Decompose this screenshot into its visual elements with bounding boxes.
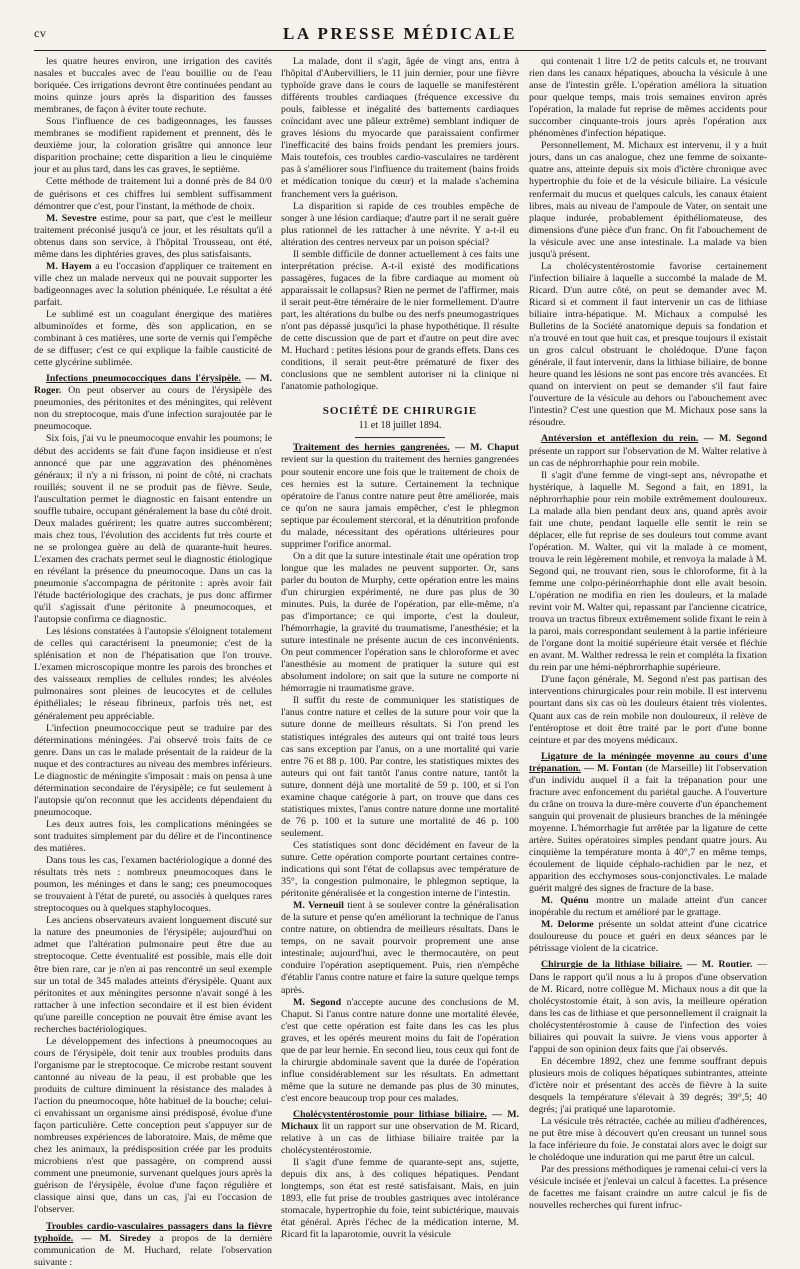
paragraph: les quatre heures environ, une irrigation des cavités nasales et buccales avec de l'eau bouillie ou de l'eau boriquée. Ces irrigations devront être continuées pendant au moins quinze jours après la disparition des fausses membranes, de façon à éviter toute rechute. [34, 56, 272, 116]
paragraph: Cette méthode de traitement lui a donné près de 84 0/0 de guérisons et ces chiffres lui semblent suffisamment démontrer que c'est, pour l'instant, la méthode de choix. [34, 176, 272, 212]
rubric-title: Chirurgie de la lithiase biliaire. [541, 959, 683, 971]
paragraph: La vésicule très rétractée, cachée au milieu d'adhérences, ne put être mise à découvert qu'en creusant un tunnel sous la face inférieure du foie. Je constatai alors avec le doigt sur le cholédoque une induration qui me parut être un calcul. [529, 1116, 767, 1164]
paragraph: Par des pressions méthodiques je ramenai celui-ci vers la vésicule incisée et j'enlevai un calcul à facettes. La présence de facettes me faisant craindre un autre calcul je fis de nouvelles recherches qui furent infruc- [529, 1164, 767, 1212]
paragraph [34, 261, 272, 309]
speaker-name: — M. Roger. [34, 373, 272, 397]
rubric-title: Traitement des hernies gangrenées. [293, 442, 450, 454]
running-title: LA PRESSE MÉDICALE [283, 24, 517, 43]
rubric-paragraph [529, 433, 767, 469]
page-header [34, 26, 766, 48]
paragraph-text: présente un soldat atteint d'une cicatrice douloureuse du pouce et guéri en deux séances par le pétrissage violent de la cicatrice. [529, 919, 768, 955]
rubric-title: Cholécystentérostomie pour lithiase biliaire. [293, 1108, 487, 1120]
paragraph-text: On peut observer au cours de l'érysipèle des pneumonies, des péritonites et des méningites, qui relèvent non du streptocoque, mais d'une infection surajoutée par le pneumocoque. [34, 385, 272, 433]
paragraph: Six fois, j'ai vu le pneumocoque envahir les poumons; le début des accidents se fait d'une façon insidieuse et n'est annoncé que par une aggravation des phénomènes généraux; il n'y a ni frisson, ni point de côté, ni crachats rouillés; souvent il ne se produit pas de fièvre. Seule, l'auscultation permet le diagnostic en faisant entendre un souffle tubaire, occupant généralement la base du côté droit. Deux malades guérirent; les quatre autres succombèrent; mais chez tous, l'évolution des accidents fut très courte et ne se prolongea guère au delà de quarante-huit heures. L'examen des crachats permet seul le diagnostic étiologique en révélant la présence du pneumocoque. Dans un cas la pneumonie s'accompagna de péritonite : après avoir fait l'étude bactériologique des crachats, je pus donc affirmer qu'il s'agissait d'une péritonite à pneumocoques, et l'autopsie confirma ce diagnostic. [34, 433, 272, 626]
rubric-title: Ligature de la méningée moyenne au cours d'une trépanation. [529, 750, 767, 774]
paragraph: La disparition si rapide de ces troubles empêche de songer à une lésion cardiaque; d'autre part il ne serait guère plus rationnel de les rattacher à une névrite. Y a-t-il eu altération des centres nerveux par un poison spécial? [281, 200, 519, 248]
rubric-title: Infections pneumococciques dans l'érysipèle. [46, 373, 241, 385]
paragraph: qui contenait 1 litre 1/2 de petits calculs et, ne trouvant rien dans les canaux hépatiques, aboucha la vésicule à une anse de l'intestin grêle. L'opération améliora la situation pour quelque temps, mais trois semaines environ après l'opération, la malade fut reprise de mêmes accidents pour succomber cinquante-trois jours après l'opération aux phénomènes d'infection hépatique. [529, 56, 767, 140]
paragraph: Les deux autres fois, les complications méningées se sont traduites simplement par du délire et de l'incontinence des matières. [34, 818, 272, 855]
column-3 [529, 56, 768, 1212]
paragraph: Le sublimé est un coagulant énergique des matières albuminoïdes et forme, dès son application, en se combinant à ces matières, une sorte de vernis qui l'empêche de se diffuser; c'est ce qui explique la faible causticité de cette glycérine sublimée. [34, 308, 272, 369]
speaker-name: M. Hayem [46, 260, 92, 272]
paragraph: En décembre 1892, chez une femme souffrant depuis plusieurs mois de coliques hépatiques subintrantes, atteinte d'ictère noir et présentant des accès de fièvre à la suite desquels la température s'élevait à 39 degrés; 39°,5; 40 degrés; j'ai pratiqué une laparotomie. [529, 1055, 767, 1116]
section-title: SOCIÉTÉ DE CHIRURGIE [322, 405, 478, 418]
paragraph: Ces statistiques sont donc décidément en faveur de la suture. Cette opération comporte pourtant certaines contre-indications qui sont l'état de collapsus avec température de 35°, la congestion pulmonaire, le phlegmon septique, la péritonite généralisée et la congestion interne de l'intestin. [281, 839, 519, 900]
paragraph [529, 919, 767, 955]
paragraph-text: (de Marseille) lit l'observation d'un individu auquel il a fait la trépanation pour une fracture avec enfoncement du pariétal gauche. A l'ouverture du crâne on trouva la dure-mère couverte d'un épanchement sanguin qui provenait de plusieurs branches de la méningée moyenne. L'hémorrhagie fut arrêtée par la ligature de cette artère. Suites opératoires simples pendant quatre jours. Au cinquième la température monta à 40°,7 en même temps, écoulement de liquide céphalo-rachidien par le nez, et apparition des ecchymoses sous-conjonctivales. Le malade guérit malgré des signes de fracture de la base. [529, 762, 768, 895]
rubric-title: Troubles cardio-vasculaires passagers dans la fièvre typhoïde. [34, 1220, 272, 1244]
section-date: 11 et 18 juillet 1894. [358, 420, 442, 432]
paragraph-text: a propos de la dernière communication de M. Huchard, relate l'observation suivante : [34, 1232, 272, 1268]
speaker-name: M. Sevestre [46, 212, 97, 224]
column-1 [34, 56, 272, 1268]
paragraph [281, 997, 519, 1105]
speaker-name: — M. Michaux [281, 1108, 520, 1133]
paragraph-text: revient sur la question du traitement des hernies gangrenées pour soutenir encore une fois que le traitement de choix de ces hernies est la suture. Certainement la technique opératoire de l'anus contre nature peut être améliorée, mais ce qu'on ne saura jamais empêcher, c'est le phlegmon septique par écoulement stercoral, et la dénutrition profonde du malade, nécessitant des opérations ultérieures pour supprimer l'orifice anormal. [281, 454, 520, 550]
paragraph: Il suffit du reste de communiquer les statistiques de l'anus contre nature et celles de la suture pour voir que la suture donne de meilleurs résultats. Si l'on prend les statistiques intégrales des auteurs qui ont traité tous leurs cas sans exception par l'anus, on a une mortalité qui varie entre 76 et 88 p. 100. Par contre, les statistiques mixtes des auteurs qui ont fait tantôt l'anus contre nature, tantôt la suture, donnent déjà une mortalité de 59 p. 100, et si l'on examine chaque catégorie à part, on trouve que dans ces statistiques mixtes, l'anus contre nature donne une mortalité de 76 p. 100 et la suture une mortalité de 46 p. 100 seulement. [281, 695, 519, 839]
speaker-name: M. Segond [293, 996, 342, 1008]
paragraph [34, 213, 272, 261]
speaker-name: M. Quénu [541, 895, 589, 907]
rubric-title: Antéversion et antéflexion du rein. [541, 433, 699, 445]
paragraph: La cholécystentérostomie favorise certainement l'infection biliaire à laquelle a succombé la malade de M. Ricard. D'un autre côté, on peut se demander avec M. Ricard si et comment il faut intervenir un cas de lithiase biliaire intra-hépatique. M. Michaux a compulsé les Bulletins de la Société anatomique depuis sa fondation et n'a trouvé en tout que huit cas, et presque toujours il existait un gros calcul obstruant le cholédoque. D'une façon générale, il faut intervenir, dans la lithiase biliaire, de bonne heure quand les lésions ne sont pas encore très avancées. Et quand on intervient on peut se demander s'il faut faire l'ouverture de la vésicule au dehors ou l'abouchement avec l'intestin? C'est une question que M. Michaux pose sans la résoudre. [529, 260, 767, 429]
speaker-name: M. Delorme [541, 919, 594, 931]
rubric-paragraph [529, 751, 767, 896]
paragraph: Il semble difficile de donner actuellement à ces faits une interprétation précise. A-t-il existé des modifications passagères, fugaces de la fibre cardiaque au moment où apparaissait le collapsus? Rien ne permet de l'affirmer, mais il serait peut-être téméraire de le nier formellement. D'autre part, les altérations du bulbe ou des nerfs pneumogastriques n'ont pas dépassé jusqu'ici la phase hypothétique. Il résulte de cette discussion que de part et d'autre on peut dire avec M. Huchard : petites lésions pour de grands effets. Dans ces conditions, il serait peut-être prématuré de fixer des conclusions que ne semblent autoriser ni la clinique ni l'anatomie pathologique. [281, 248, 519, 393]
paragraph-text: tient à se soulever contre la généralisation de la suture et pense qu'en améliorant la technique de l'anus contre nature, on obtiendra de meilleurs résultats. Dans le temps, on ne savait pourvoir proprement une anse intestinale; aujourd'hui, avec le thermocautère, on peut conduire l'opération aseptiquement. Puis, rien n'empêche d'établir l'anus contre nature et faire la suture quelque temps après. [281, 900, 519, 996]
page-folio: cv [34, 26, 47, 40]
paragraph [529, 895, 767, 919]
paragraph: Les lésions constatées à l'autopsie s'éloignent totalement de celles qui caractérisent la pneumonie; c'est de la splénisation et non de l'hépatisation que l'on trouve. L'examen microscopique montre les parois des bronches et des vaisseaux remplies de cellules rondes; les alvéoles pulmonaires sont pleines de leucocytes et de cellules épithéliales; le réseau fibrineux, parfois très net, est généralement peu appréciable. [34, 626, 272, 722]
paragraph: La malade, dont il s'agit, âgée de vingt ans, entra à l'hôpital d'Aubervilliers, le 11 juin dernier, pour une fièvre typhoïde grave dans le cours de laquelle se manifestèrent différents troubles cardiaques (fréquence excessive du pouls, faiblesse et inégalité des battements cardiaques coïncidant avec une pâleur extrême) semblant indiquer de graves lésions du myocarde que paraissaient confirmer l'inefficacité des bains froids pendant les premiers jours. Mais toutefois, ces troubles cardio-vasculaires ne tardèrent pas à s'améliorer sous l'influence du traitement (bains froids et médication tonique du cœur) et la malade s'achemina franchement vers la guérison. [281, 56, 519, 200]
paragraph-text: — Dans le rapport qu'il nous a lu à propos d'une observation de M. Ricard, notre collègue M. Michaux nous a dit que la cholécystostomie était, à son avis, la meilleure opération dans les cas de lithiase et que personnellement il craignait la cholécystentérostomie à cause de l'infection des voies biliaires qui pouvait la suivre. Je viens vous apporter à l'appui de son opinion deux faits que j'ai observés. [529, 959, 768, 1055]
rubric-paragraph [281, 442, 519, 550]
paragraph: Sous l'influence de ces badigeonnages, les fausses membranes se modifient rapidement et prennent, dès le deuxième jour, la coloration grisâtre qui annonce leur disparition prochaine; cette disparition a lieu le cinquième jour et au plus tard, dans les cas graves, le septième. [34, 116, 272, 176]
speaker-name: M. Verneuil [293, 900, 344, 912]
paragraph-text: estime, pour sa part, que c'est le meilleur traitement préconisé jusqu'à ce jour, et les résultats qu'il a obtenus dans son service, à l'hôpital Trousseau, ont été, même dans les diphtéries graves, des plus satisfaisants. [34, 212, 272, 260]
paragraph: Les anciens observateurs avaient longuement discuté sur la nature des pneumonies de l'érysipèle; aujourd'hui on admet que l'altération pulmonaire peut être due au streptocoque. Cette éventualité est possible, mais elle doit être bien rare, car je n'en ai pas rencontré un seul exemple sur un total de 345 malades atteints d'érysipèle. Quant aux péritonites et aux méningites personne n'avait songé à les rattacher à une infection secondaire et il est bien évident qu'une pareille conception ne pouvait être émise avant les recherches bactériologiques. [34, 915, 272, 1035]
paragraph: On a dit que la suture intestinale était une opération trop longue que les malades ne peuvent supporter. Or, sans parler du bouton de Murphy, cette opération entre les mains d'un chirurgien expérimenté, ne dure pas plus de 30 minutes. Puis, la durée de l'opération, par elle-même, n'a pas d'importance; ce qui importe, c'est la douleur, l'hémorrhagie, la gravité du traumatisme, l'anesthésie; et la suture intestinale ne présente aucun de ces inconvénients. On peut commencer l'opération sans le chloroforme et avec l'anesthésie au moment de pratiquer la suture qui est absolument indolore; on sait que la suture ne comporte ni hémorragie ni traumatisme grave. [281, 550, 519, 695]
speaker-name: — M. Siredey [81, 1232, 152, 1244]
speaker-name: — M. Chaput [454, 442, 520, 454]
section-rule [355, 437, 445, 438]
paragraph-text: n'accepte aucune des conclusions de M. Chaput. Si l'anus contre nature donne une mortalité élevée, c'est que cette opération est faite dans les cas les plus graves, et les opérés meurent moins du fait de l'opération que de par leur hernie. En second lieu, tous ceux qui font de la chirurgie abdominale savent que la durée de l'opération influe considérablement sur les résultats. En admettant même que la suture ne demande pas plus de 30 minutes, c'est encore beaucoup trop pour ces malades. [281, 996, 519, 1104]
rubric-paragraph [281, 1109, 519, 1157]
paragraph-text: présente un rapport sur l'observation de M. Walter relative à un cas de néphrorrhaphie pour rein mobile. [529, 445, 767, 469]
paragraph: Il s'agit d'une femme de quarante-sept ans, sujette, depuis dix ans, à des coliques hépatiques. Pendant longtemps, son état est resté satisfaisant. Mais, en juin 1893, elle fut prise de troubles gastriques avec intolérance stomacale, hypertrophie du foie, teint subictérique, mauvais état général. Après l'échec de la médication interne, M. Ricard fit la laparotomie, ouvrit la vésicule [281, 1157, 519, 1241]
speaker-name: — M. Routier. [687, 959, 753, 971]
paragraph: Personnellement, M. Michaux est intervenu, il y a huit jours, dans un cas analogue, chez une femme de soixante-quatre ans, atteinte depuis six mois d'ictère chronique avec hypertrophie du foie et de la vésicule biliaire. La vésicule renfermait du mucus et quelques calculs, les canaux étaient libres, mais au niveau de l'ampoule de Vater, on sentait une plaque indurée, probablement épithéliomateuse, des dimensions d'une pièce d'un franc. On fit l'abouchement de la vésicule avec une anse intestinale. La malade va bien jusqu'à présent. [529, 140, 767, 260]
paragraph: Dans tous les cas, l'examen bactériologique a donné des résultats très nets : nombreux pneumocoques dans le poumon, les méninges et dans le sang; ces pneumocoques se trouvaient à l'état de pureté, ou associés à quelques rares streptocoques ou à quelques staphylocoques. [34, 855, 272, 915]
rubric-paragraph [34, 1221, 272, 1269]
paragraph: Il s'agit d'une femme de vingt-sept ans, névropathe et hystérique, à laquelle M. Segond a fait, en 1891, la néphrorrhaphie pour rein mobile extrêmement douloureux. La malade alla bien pendant deux ans, quand après avoir fait une chute, pendant laquelle elle sentit le rein se déplacer, elle fut reprise de ses douleurs tout comme avant l'opération. M. Walter, qui vit la malade à ce moment, trouva le rein légèrement mobile, et renvoya la malade à M. Segond qui, ne trouvant rien, sous le chloroforme, fit à la femme une colpo-périnéorrhaphie dont elle avait besoin. L'opération ne modifia en rien les douleurs, et la malade revint voir M. Walter qui, repassant par l'ancienne cicatrice, trouva un tractus fibreux extrêmement solide fixant le rein à la paroi, mais correspondant seulement à la partie inférieure de l'organe dont la moitié supérieure était versée et fléchie en avant. M. Walther redressa le rein et compléta la fixation du rein par une hémi-néphrorrhaphie supérieure. [529, 469, 767, 674]
paragraph [281, 900, 519, 996]
paragraph-text: lit un rapport sur une observation de M. Ricard, relative à un cas de lithiase biliaire traitée par la cholécystentérostomie. [281, 1121, 519, 1157]
speaker-name: — M. Segond [703, 433, 768, 445]
paragraph: Le développement des infections à pneumocoques au cours de l'érysipèle, doit tenir aux troubles produits dans l'organisme par le streptocoque. Ce microbe restant souvent cantonné au niveau de la peau, il est probable que les produits de culture diminuent la résistance des malades à l'action du pneumocoque, hôte habituel de la bouche; celui-ci envahissant un organisme ainsi prédisposé, évolue d'une façon particulière. Cette conception peut s'appuyer sur de nombreuses expériences de laboratoire. Mais, de même que chez les animaux, la prédisposition créée par les produits microbiens n'est que passagère, on comprend aussi comment une pneumonie, survenant quelques jours après la guérison de l'érysipèle, évolue d'une façon régulière et classique ainsi que, dans un cas, j'ai eu l'occasion de l'observer. [34, 1035, 272, 1216]
header-rule [34, 50, 766, 51]
column-2 [281, 56, 520, 1241]
paragraph-text: montre un malade atteint d'un cancer inopérable du rectum et amélioré par le grattage. [529, 895, 767, 919]
paragraph: D'une façon générale, M. Segond n'est pas partisan des interventions chirurgicales pour rein mobile. Il est intervenu pourtant dans six cas où les douleurs étaient très violentes. Quant aux cas de rein mobile non douloureux, il relève de l'entéroptose et doit être traité par le port d'une bonne ceinture et par des moyens médicaux. [529, 674, 767, 746]
paragraph: L'infection pneumococcique peut se traduire par des déterminations méningées. J'ai observé trois faits de ce genre. Dans un cas le malade présentait de la raideur de la nuque et des contractures au niveau des membres inférieurs. Le diagnostic de méningite s'imposait : mais on pensa à une détermination secondaire de l'érysipèle; ce fut seulement à l'autopsie qu'on reconnut que les accidents dépendaient du pneumocoque. [34, 722, 272, 818]
paragraph-text: a eu l'occasion d'appliquer ce traitement en ville chez un malade nerveux qui ne pouvait supporter les badigeonnages avec la solution phéniquée. Le résultat a été parfait. [34, 260, 272, 308]
rubric-paragraph [34, 373, 272, 433]
speaker-name: — M. Fontan [584, 762, 643, 774]
rubric-paragraph [529, 959, 767, 1055]
